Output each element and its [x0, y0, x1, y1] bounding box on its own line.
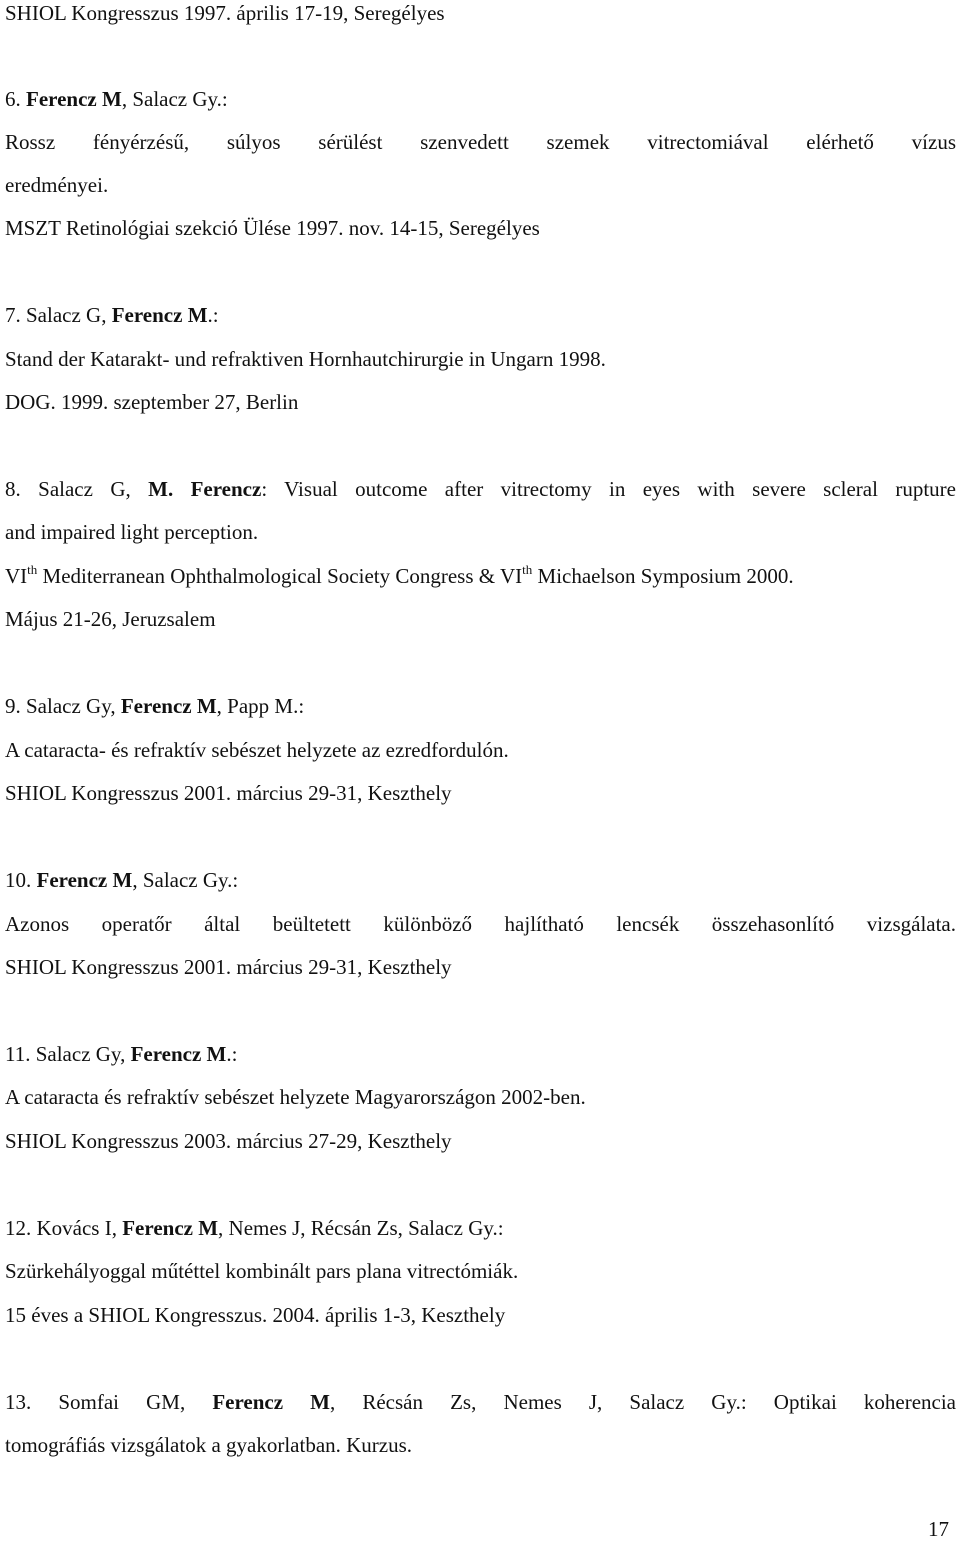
entry-8-title-cont: and impaired light perception.: [5, 520, 259, 544]
entry-10-title: Azonos operatőr által beültetett különböző hajlítható lencsék összehasonlító vizsgálata.: [5, 912, 956, 936]
entry-7-venue: DOG. 1999. szeptember 27, Berlin: [5, 390, 299, 414]
entry-6-title: Rossz fényérzésű, súlyos sérülést szenvedett szemek vitrectomiával elérhető vízus: [5, 130, 956, 154]
entry-7-authors: 7. Salacz G, Ferencz M.:: [5, 303, 219, 327]
highlighted-author: Ferencz M: [212, 1390, 330, 1414]
entry-6-authors: 6. Ferencz M, Salacz Gy.:: [5, 87, 228, 111]
page-number: 17: [928, 1517, 949, 1541]
entry-12-authors: 12. Kovács I, Ferencz M, Nemes J, Récsán Zs, Salacz Gy.:: [5, 1216, 504, 1240]
highlighted-author: Ferencz M: [122, 1216, 219, 1240]
entry-13-title-cont: tomográfiás vizsgálatok a gyakorlatban. Kurzus.: [5, 1433, 413, 1457]
entry-9-venue: SHIOL Kongresszus 2001. március 29-31, Keszthely: [5, 781, 452, 805]
highlighted-author: Ferencz M: [26, 87, 122, 111]
entry-13-authors-title: 13. Somfai GM, Ferencz M, Récsán Zs, Nemes J, Salacz Gy.: Optikai koherencia: [5, 1390, 957, 1414]
highlighted-author: Ferencz M: [111, 303, 208, 327]
highlighted-author: Ferencz M: [120, 694, 217, 718]
entry-11-authors: 11. Salacz Gy, Ferencz M.:: [5, 1042, 238, 1066]
entry-9-title: A cataracta- és refraktív sebészet helyzete az ezredfordulón.: [5, 738, 509, 762]
entry-8-venue: VIth Mediterranean Ophthalmological Society Congress & VIth Michaelson Symposium 2000.: [5, 562, 794, 588]
entry-12-title: Szürkehályoggal műtéttel kombinált pars plana vitrectómiák.: [5, 1259, 519, 1283]
entry-7-title: Stand der Katarakt- und refraktiven Hornhautchirurgie in Ungarn 1998.: [5, 347, 606, 371]
entry-10-venue: SHIOL Kongresszus 2001. március 29-31, Keszthely: [5, 955, 452, 979]
highlighted-author: M. Ferencz: [148, 477, 262, 501]
entry-6-venue: MSZT Retinológiai szekció Ülése 1997. nov. 14-15, Seregélyes: [5, 216, 540, 240]
entry-11-title: A cataracta és refraktív sebészet helyzete Magyarországon 2002-ben.: [5, 1085, 586, 1109]
entry-11-venue: SHIOL Kongresszus 2003. március 27-29, Keszthely: [5, 1129, 452, 1153]
entry-9-authors: 9. Salacz Gy, Ferencz M, Papp M.:: [5, 694, 305, 718]
entry-12-venue: 15 éves a SHIOL Kongresszus. 2004. április 1-3, Keszthely: [5, 1303, 506, 1327]
highlighted-author: Ferencz M: [130, 1042, 227, 1066]
text-line: SHIOL Kongresszus 1997. április 17-19, Seregélyes: [5, 1, 445, 25]
entry-8-date: Május 21-26, Jeruzsalem: [5, 607, 216, 631]
entry-6-title-cont: eredményei.: [5, 173, 109, 197]
highlighted-author: Ferencz M: [36, 868, 133, 892]
entry-8-authors-title: 8. Salacz G, M. Ferencz: Visual outcome after vitrectomy in eyes with severe scleral rupture: [5, 477, 956, 501]
entry-10-authors: 10. Ferencz M, Salacz Gy.:: [5, 868, 239, 892]
